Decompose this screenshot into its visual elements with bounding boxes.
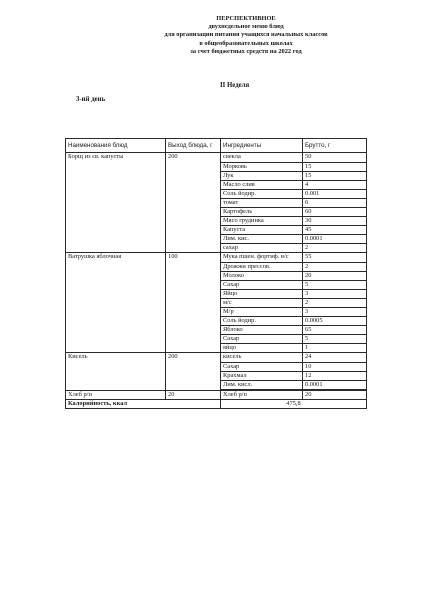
ingredient-gross-cell: 20 bbox=[303, 390, 367, 399]
ingredient-gross-cell: 30 bbox=[303, 217, 367, 226]
ingredient-gross-cell: 20 bbox=[303, 271, 367, 280]
table-row bbox=[66, 262, 367, 271]
dish-output-cell: 20 bbox=[166, 390, 221, 399]
table-row bbox=[66, 180, 367, 189]
ingredient-gross-cell: 55 bbox=[303, 253, 367, 262]
dish-output-cell bbox=[166, 344, 221, 353]
table-row bbox=[66, 217, 367, 226]
ingredient-gross-cell: 50 bbox=[303, 153, 367, 162]
table-row bbox=[66, 253, 367, 262]
table-row bbox=[66, 308, 367, 317]
ingredient-name-cell: м/с bbox=[221, 298, 303, 307]
table-row bbox=[66, 153, 367, 162]
ingredient-gross-cell: 12 bbox=[303, 371, 367, 380]
ingredient-name-cell: Дрожжи прессов. bbox=[221, 262, 303, 271]
ingredient-gross-cell: 2 bbox=[303, 298, 367, 307]
dish-name-cell bbox=[66, 180, 166, 189]
ingredient-gross-cell: 1 bbox=[303, 344, 367, 353]
ingredient-gross-cell: 4 bbox=[303, 180, 367, 189]
ingredient-name-cell: яйцо bbox=[221, 344, 303, 353]
dish-name-cell bbox=[66, 217, 166, 226]
ingredient-name-cell: Лим. кисл. bbox=[221, 380, 303, 389]
column-header-dish: Наименования блюд bbox=[66, 139, 166, 153]
dish-output-cell bbox=[166, 289, 221, 298]
dish-name-cell: Кисель bbox=[66, 353, 166, 362]
ingredient-name-cell: Крахмал bbox=[221, 371, 303, 380]
ingredient-gross-cell: 45 bbox=[303, 226, 367, 235]
column-header-gross: Брутто, г bbox=[303, 139, 367, 153]
table-row bbox=[66, 344, 367, 353]
table-row bbox=[66, 280, 367, 289]
dish-name-cell bbox=[66, 344, 166, 353]
ingredient-gross-cell: 6 bbox=[303, 198, 367, 207]
dish-name-cell bbox=[66, 262, 166, 271]
dish-name-cell bbox=[66, 380, 166, 389]
dish-output-cell bbox=[166, 180, 221, 189]
ingredient-name-cell: Капуста bbox=[221, 226, 303, 235]
ingredient-gross-cell: 5 bbox=[303, 335, 367, 344]
ingredient-gross-cell: 15 bbox=[303, 162, 367, 171]
table-row bbox=[66, 207, 367, 216]
ingredient-name-cell: Лук bbox=[221, 171, 303, 180]
dish-name-cell bbox=[66, 326, 166, 335]
document-header bbox=[120, 15, 372, 56]
table-row bbox=[66, 189, 367, 198]
dish-output-cell bbox=[166, 317, 221, 326]
table-row bbox=[66, 244, 367, 253]
ingredient-gross-cell: 60 bbox=[303, 207, 367, 216]
column-header-ingredients: Ингредиенты bbox=[221, 139, 303, 153]
ingredient-name-cell: Мука пшен. фортиф. в/с bbox=[221, 253, 303, 262]
ingredient-gross-cell: 2 bbox=[303, 262, 367, 271]
dish-name-cell bbox=[66, 371, 166, 380]
ingredient-name-cell: сахар bbox=[221, 244, 303, 253]
ingredient-gross-cell: 24 bbox=[303, 353, 367, 362]
ingredient-name-cell: Морковь bbox=[221, 162, 303, 171]
table-row bbox=[66, 198, 367, 207]
ingredient-name-cell: Масло слив bbox=[221, 180, 303, 189]
table-row bbox=[66, 353, 367, 362]
dish-output-cell bbox=[166, 298, 221, 307]
table-row bbox=[66, 380, 367, 389]
dish-output-cell bbox=[166, 362, 221, 371]
header-subtitle-funding: за счет бюджетных средств на 2022 год bbox=[190, 47, 302, 55]
day-label: 3-ий день bbox=[76, 96, 106, 103]
dish-output-cell: 100 bbox=[166, 253, 221, 262]
ingredient-gross-cell: 0.0005 bbox=[303, 317, 367, 326]
ingredient-name-cell: Картофель bbox=[221, 207, 303, 216]
ingredient-name-cell: Мясо грудинка bbox=[221, 217, 303, 226]
ingredient-gross-cell: 5 bbox=[303, 280, 367, 289]
dish-name-cell bbox=[66, 162, 166, 171]
dish-output-cell bbox=[166, 371, 221, 380]
dish-output-cell bbox=[166, 171, 221, 180]
table-row bbox=[66, 235, 367, 244]
dish-output-cell bbox=[166, 262, 221, 271]
header-subtitle-purpose: для организации питания учащихся начальных классов bbox=[164, 31, 328, 39]
ingredient-gross-cell: 0.001 bbox=[303, 189, 367, 198]
ingredient-gross-cell: 3 bbox=[303, 289, 367, 298]
ingredient-name-cell: Сахар bbox=[221, 335, 303, 344]
table-row bbox=[66, 271, 367, 280]
ingredient-gross-cell: 65 bbox=[303, 326, 367, 335]
dish-name-cell bbox=[66, 362, 166, 371]
dish-output-cell bbox=[166, 198, 221, 207]
ingredient-name-cell: Хлеб р/п bbox=[221, 390, 303, 399]
dish-output-cell bbox=[166, 244, 221, 253]
dish-output-cell bbox=[166, 380, 221, 389]
table-row bbox=[66, 317, 367, 326]
ingredient-gross-cell: 10 bbox=[303, 362, 367, 371]
ingredient-gross-cell: 15 bbox=[303, 171, 367, 180]
ingredient-name-cell: Молоко bbox=[221, 271, 303, 280]
dish-name-cell bbox=[66, 198, 166, 207]
ingredient-name-cell: М/р bbox=[221, 308, 303, 317]
table-header-row bbox=[66, 139, 367, 153]
dish-name-cell bbox=[66, 280, 166, 289]
dish-name-cell bbox=[66, 244, 166, 253]
ingredient-gross-cell: 2 bbox=[303, 244, 367, 253]
table-row bbox=[66, 289, 367, 298]
table-row bbox=[66, 298, 367, 307]
total-value: 475,8 bbox=[221, 399, 367, 408]
dish-output-cell: 200 bbox=[166, 153, 221, 162]
ingredient-name-cell: свекла bbox=[221, 153, 303, 162]
dish-name-cell bbox=[66, 317, 166, 326]
dish-name-cell bbox=[66, 189, 166, 198]
dish-name-cell bbox=[66, 298, 166, 307]
dish-output-cell bbox=[166, 335, 221, 344]
table-row bbox=[66, 162, 367, 171]
ingredient-gross-cell: 0.0001 bbox=[303, 380, 367, 389]
ingredient-name-cell: Сахар bbox=[221, 362, 303, 371]
dish-name-cell bbox=[66, 308, 166, 317]
ingredient-gross-cell: 0.0001 bbox=[303, 235, 367, 244]
table-row bbox=[66, 226, 367, 235]
dish-output-cell bbox=[166, 280, 221, 289]
dish-name-cell bbox=[66, 207, 166, 216]
week-label: II Неделя bbox=[220, 82, 250, 89]
dish-name-cell bbox=[66, 289, 166, 298]
dish-output-cell bbox=[166, 217, 221, 226]
dish-name-cell bbox=[66, 171, 166, 180]
dish-output-cell bbox=[166, 235, 221, 244]
ingredient-gross-cell: 3 bbox=[303, 308, 367, 317]
dish-output-cell bbox=[166, 271, 221, 280]
dish-output-cell bbox=[166, 326, 221, 335]
dish-output-cell bbox=[166, 189, 221, 198]
dish-name-cell bbox=[66, 335, 166, 344]
dish-name-cell: Ватрушка яблочная bbox=[66, 253, 166, 262]
dish-name-cell bbox=[66, 271, 166, 280]
ingredient-name-cell: Сахар bbox=[221, 280, 303, 289]
ingredient-name-cell: Яблоко bbox=[221, 326, 303, 335]
dish-output-cell bbox=[166, 207, 221, 216]
header-subtitle-schools: в общеобразовательных школах bbox=[199, 39, 293, 47]
ingredient-name-cell: Соль йодир. bbox=[221, 317, 303, 326]
dish-output-cell: 200 bbox=[166, 353, 221, 362]
table-row bbox=[66, 362, 367, 371]
dish-name-cell: Борщ из св. капусты bbox=[66, 153, 166, 162]
header-title: ПЕРСПЕКТИВНОЕ bbox=[216, 15, 276, 22]
column-header-output: Выход блюда, г bbox=[166, 139, 221, 153]
menu-table-body bbox=[66, 153, 367, 400]
dish-name-cell bbox=[66, 226, 166, 235]
dish-output-cell bbox=[166, 162, 221, 171]
dish-output-cell bbox=[166, 226, 221, 235]
table-row bbox=[66, 335, 367, 344]
dish-name-cell: Хлеб р/п bbox=[66, 390, 166, 399]
table-row bbox=[66, 171, 367, 180]
ingredient-name-cell: кисель bbox=[221, 353, 303, 362]
table-row bbox=[66, 390, 367, 399]
table-row bbox=[66, 326, 367, 335]
dish-name-cell bbox=[66, 235, 166, 244]
ingredient-name-cell: Лим. кис. bbox=[221, 235, 303, 244]
ingredient-name-cell: Яйцо bbox=[221, 289, 303, 298]
dish-output-cell bbox=[166, 308, 221, 317]
ingredient-name-cell: Соль йодир. bbox=[221, 189, 303, 198]
menu-table bbox=[65, 138, 367, 409]
total-label: Калорийность, ккал bbox=[66, 399, 221, 408]
header-subtitle-menu: двухнедельное меню блюд bbox=[208, 23, 284, 31]
ingredient-name-cell: томат bbox=[221, 198, 303, 207]
total-row bbox=[66, 399, 367, 408]
table-row bbox=[66, 371, 367, 380]
